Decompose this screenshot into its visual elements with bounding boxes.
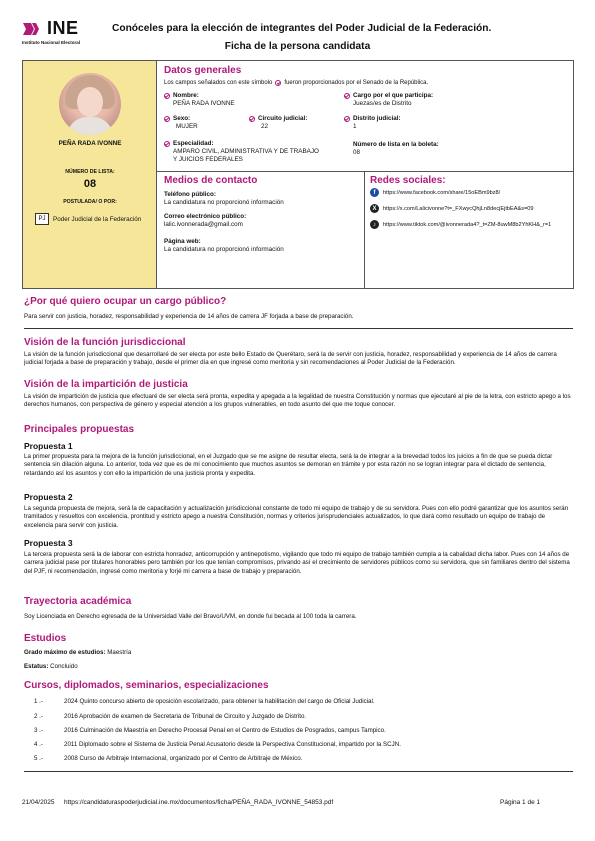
postulated-label: POSTULADA/ O POR: <box>63 199 117 205</box>
medios-title: Medios de contacto <box>164 175 258 186</box>
logo-subtitle: Instituto Nacional Electoral <box>22 40 81 45</box>
divider <box>24 328 573 329</box>
candidate-panel <box>23 61 157 288</box>
senado-check-icon <box>344 116 350 122</box>
party-badge: PJ <box>35 213 49 225</box>
divider <box>364 171 365 288</box>
senado-check-icon <box>249 116 255 122</box>
social-link[interactable]: https://www.facebook.com/share/15oEBm9bz8/ <box>383 189 501 196</box>
ine-logo-mark-icon <box>22 21 44 37</box>
social-tiktok[interactable] <box>370 220 551 229</box>
estatus: Estatus: Concluido <box>24 663 78 670</box>
tiktok-icon: ♪ <box>370 220 379 229</box>
social-link[interactable]: https://www.tiktok.com/@ivonnerada4?_t=ZM-8uwM8b2YhKH&_r=1 <box>383 221 552 228</box>
trayectoria-title: Trayectoria académica <box>24 596 132 607</box>
senado-check-icon <box>164 93 170 99</box>
social-facebook[interactable] <box>370 188 500 197</box>
vision-func-title: Visión de la función jurisdiccional <box>24 337 186 348</box>
datos-generales-title: Datos generales <box>164 65 242 76</box>
logo-text: INE <box>47 18 79 38</box>
cursos-title: Cursos, diplomados, seminarios, especializaciones <box>24 680 269 691</box>
proposal-2-title: Propuesta 2 <box>24 492 73 502</box>
senado-check-icon <box>164 116 170 122</box>
field-especialidad: Especialidad: AMPARO CIVIL, ADMINISTRATIVA Y DE TRABAJO Y JUICIOS FEDERALES <box>164 140 319 164</box>
social-x[interactable] <box>370 204 534 213</box>
senado-check-icon <box>344 93 350 99</box>
candidate-photo <box>59 73 121 135</box>
candidate-name: PEÑA RADA IVONNE <box>58 140 122 147</box>
candidate-card <box>22 60 574 289</box>
trayectoria-text: Soy Licenciada en Derecho egresada de la Universidad Valle del Bravo/UVM, en donde fui becada al 100 toda la carrera. <box>24 613 357 620</box>
page-subtitle: Ficha de la persona candidata <box>224 41 371 52</box>
vision-imp-text: La visión de impartición de justicia que efectuaré de ser electa será pronta, expedita y apegada a la legalidad de nuestra Constitución y normas que ejecutaré al pie de la letra, con estricto apego a los derechos humanos, con perspectiva de género y especial atención a los grupos vulnerables, en todo asunto del que me toque conocer. <box>24 393 571 409</box>
divider <box>24 771 573 772</box>
senado-check-icon <box>164 141 170 147</box>
list-number: 08 <box>83 178 97 190</box>
redes-title: Redes sociales: <box>370 175 446 186</box>
proposal-3-text: La tercera propuesta será la de laborar con estricta honradez, anticorrupción y antinepotismo, vigilando que todo mi equipo de trabajo también cumpla a la cabalidad dicha labor. Pues con 14 años de carrera judicial pase por titulares honorables pero también por los que tenían compromisos, privando así el crecimiento de servidores públicos como su servidora, que sin familiares dentro del sistema del PJF, ni recomendación, ingresé como meritoria y forjé mi carrera a base de trabajo y preparación. <box>24 551 570 575</box>
proposal-1-title: Propuesta 1 <box>24 441 73 451</box>
vision-func-text: La visión de la función jurisdiccional que desarrollaré de ser electa por este bello Estado de Querétaro, será la de servir con justicia, horadez, responsabilidad y experiencia de 14 años de carrera judicial forjada a base de preparación y trabajo, desde el primer día en que ingresé como meritoria y sin recomendaciones al Poder Judicial de la Federación. <box>24 351 557 367</box>
field-telefono: Teléfono público: La candidatura no proporcionó información <box>164 191 284 206</box>
party <box>35 213 141 225</box>
page-title: Conóceles para la elección de integrantes del Poder Judicial de la Federación. <box>112 23 492 34</box>
party-name: Poder Judicial de la Federación <box>53 215 142 223</box>
field-circuito: Circuito judicial: 22 <box>249 115 307 131</box>
footer-url[interactable]: https://candidaturaspoderjudicial.ine.mx/documentos/ficha/PEÑA_RADA_IVONNE_54853.pdf <box>64 799 334 806</box>
why-text: Para servir con justicia, horadez, responsabilidad y experiencia de 14 años de carrera JF forjada a base de preparación. <box>24 313 354 320</box>
proposal-2-text: La segunda propuesta de mejora, será la de capacitación y actualización jurisdiccional constante de todo mi equipo de trabajo y de su servidora. Pues con ello podré garantizar que los asuntos serán tramitados y resueltos con excelencia, prontitud y estricto apego a nuestra Constitución, normas y criterios jurisprudenciales actualizados, lo que dará como resultado un equipo de trabajo de excelencia para servir con justicia. <box>24 505 569 529</box>
field-correo: Correo electrónico público: lalic.ivonnerada@gmail.com <box>164 213 247 228</box>
proposals-title: Principales propuestas <box>24 424 135 435</box>
proposal-3-title: Propuesta 3 <box>24 538 73 548</box>
list-item: 1 .- 2024 Quinto concurso abierto de oposición escolarizado, para obtener la habilitación del cargo de Oficial Judicial. <box>34 698 375 705</box>
list-item: 3 .- 2016 Culminación de Maestría en Derecho Procesal Penal en el Centro de Estudios de Posgrados, campus Tampico. <box>34 727 386 734</box>
field-cargo: Cargo por el que participa: Juezas/es de Distrito <box>344 92 433 108</box>
estudios-title: Estudios <box>24 633 67 644</box>
field-distrito: Distrito judicial: 1 <box>344 115 401 131</box>
senado-check-icon <box>275 80 281 86</box>
field-web: Página web: La candidatura no proporcionó información <box>164 238 284 253</box>
list-item: 5 .- 2008 Curso de Arbitraje Internacional, organizado por el Centro de Arbitraje de México. <box>34 755 303 762</box>
list-number-label: NÚMERO DE LISTA: <box>65 169 115 175</box>
grado: Grado máximo de estudios: Maestría <box>24 649 132 656</box>
field-sexo: Sexo: MUJER <box>164 115 198 131</box>
list-item: 2 .- 2016 Aprobación de examen de Secretaria de Tribunal de Circuito y Juzgado de Distrito. <box>34 713 307 720</box>
vision-imp-title: Visión de la impartición de justicia <box>24 379 188 390</box>
facebook-icon: f <box>370 188 379 197</box>
field-boleta: Número de lista en la boleta: 08 <box>353 141 439 156</box>
divider <box>157 171 574 172</box>
why-title: ¿Por qué quiero ocupar un cargo público? <box>24 296 227 307</box>
footer-page: Página 1 de 1 <box>500 799 541 806</box>
proposal-1-text: La primer propuesta para la mejora de la función jurisdiccional, en el Juzgado que se me asigne de resultar electa, será la de integrar a la brevedad todos los juicios a fin de que se pueda dictar sentencia sin dilación alguna. Lo anterior, toda vez que es de mi conocimiento que muchos asuntos se demoran en trámite y por esta razón no se logran integrar para el dictado de sentencia, retardando así los asuntos y con ello la impartición de una justicia pronta y expedita. <box>24 453 553 477</box>
social-link[interactable]: https://x.com/Lalicivonne?t=_FXwycQhjLn8decjEjtbEA&s=09 <box>383 205 534 212</box>
field-nombre: Nombre: PEÑA RADA IVONNE <box>164 92 235 108</box>
list-item: 4 .- 2011 Diplomado sobre el Sistema de Justicia Penal Acusatorio desde la Perspectiva Constitucional, impartido por la SCJN. <box>34 741 401 748</box>
datos-note: Los campos señalados con este símbolo fueron proporcionados por el Senado de la República. <box>164 80 429 86</box>
x-icon: X <box>370 204 379 213</box>
footer-date: 21/04/2025 <box>22 799 55 806</box>
